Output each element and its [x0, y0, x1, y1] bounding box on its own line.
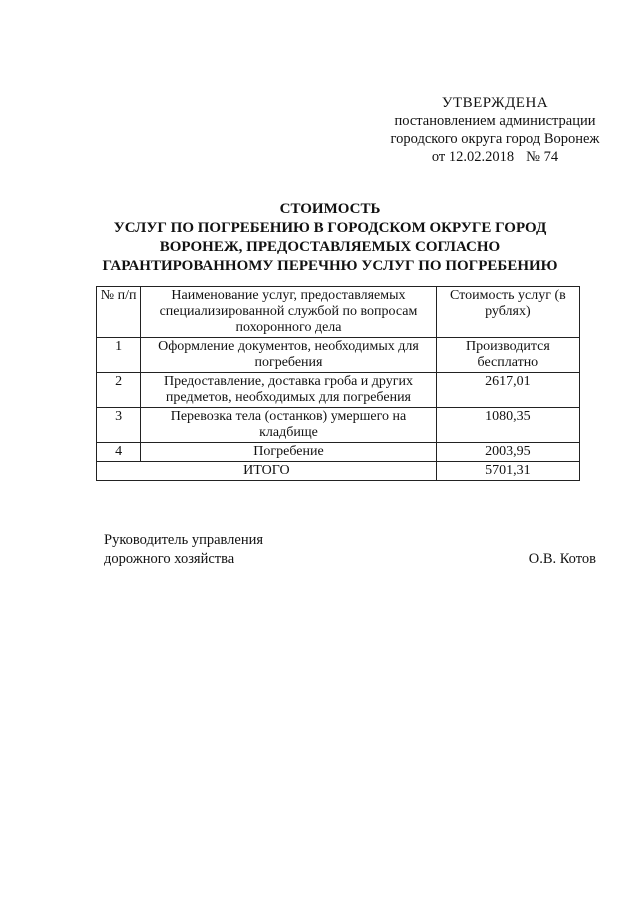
total-label: ИТОГО [97, 462, 437, 481]
table-total-row [97, 462, 580, 481]
total-value: 5701,31 [436, 462, 579, 481]
table-row [97, 408, 580, 443]
title-line-4: ГАРАНТИРОВАННОМУ ПЕРЕЧНЮ УСЛУГ ПО ПОГРЕБЕНИЮ [102, 258, 558, 274]
header-number: № п/п [97, 287, 141, 338]
row-cost: 2617,01 [436, 373, 579, 408]
row-name: Оформление документов, необходимых для погребения [141, 338, 437, 373]
row-number: 3 [97, 408, 141, 443]
table-row [97, 338, 580, 373]
table-row [97, 373, 580, 408]
approval-number: № 74 [526, 149, 559, 165]
row-name: Перевозка тела (останков) умершего на кладбище [141, 408, 437, 443]
approval-date: от 12.02.2018 [431, 149, 515, 165]
header-name: Наименование услуг, предоставляемых специализированной службой по вопросам похоронного дела [141, 287, 437, 338]
row-number: 2 [97, 373, 141, 408]
row-cost: 1080,35 [436, 408, 579, 443]
row-cost: Производится бесплатно [436, 338, 579, 373]
title-line-1: СТОИМОСТЬ [279, 201, 381, 217]
header-cost: Стоимость услуг (в рублях) [436, 287, 579, 338]
approval-line-1: постановлением администрации [394, 113, 596, 129]
row-name: Предоставление, доставка гроба и других предметов, необходимых для погребения [141, 373, 437, 408]
table-header-row [97, 287, 580, 338]
approval-line-2: городского округа город Воронеж [390, 131, 600, 147]
signatory-position [104, 531, 263, 569]
row-name: Погребение [141, 443, 437, 462]
approval-title: УТВЕРЖДЕНА [441, 95, 549, 111]
approval-date-line [370, 148, 620, 166]
position-line-1: Руководитель управления [104, 532, 264, 548]
document-title [90, 200, 570, 276]
approval-block [370, 94, 620, 166]
table-row [97, 443, 580, 462]
services-cost-table [96, 286, 580, 481]
row-cost: 2003,95 [436, 443, 579, 462]
signatory-name: О.В. Котов [528, 551, 596, 567]
position-line-2: дорожного хозяйства [104, 551, 235, 567]
title-line-2: УСЛУГ ПО ПОГРЕБЕНИЮ В ГОРОДСКОМ ОКРУГЕ ГОРОД [113, 220, 547, 236]
title-line-3: ВОРОНЕЖ, ПРЕДОСТАВЛЯЕМЫХ СОГЛАСНО [159, 239, 501, 255]
row-number: 1 [97, 338, 141, 373]
row-number: 4 [97, 443, 141, 462]
